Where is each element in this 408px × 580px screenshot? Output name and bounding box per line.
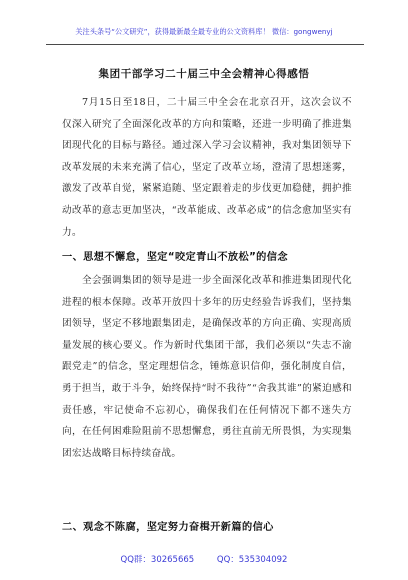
intro-paragraph: 7月15日至18日，二十届三中全会在北京召开，这次会议不仅深入研究了全面深化改革的方向和策略，还进一步明确了推进集团现代化的目标与路径。通过深入学习会议精神，我对集团领导下改革发展的未来充满了信心，坚定了改革立场，澄清了思想迷雾，激发了改革自觉，紧紧追随、坚定跟着走的步伐更加稳健，拥护推动改革的意志更加坚决，“改革能成、改革必成”的信念愈加坚实有力。 [62, 97, 352, 238]
document-title: 集团干部学习二十届三中全会精神心得感悟 [98, 68, 310, 80]
footer-contact [0, 553, 408, 565]
header-divider [46, 44, 364, 45]
header-promo-note: 关注头条号“公文研究”，获得最新最全最专业的公文资料库！ 微信：gongwenyj [75, 27, 333, 36]
footer-qq-group: QQ群：30265665 [120, 555, 195, 565]
section-1-body: 全会强调集团的领导是进一步全面深化改革和推进集团现代化进程的根本保障。改革开放四十多年的历史经验告诉我们，坚持集团领导，坚定不移地跟集团走，是确保改革的方向正确、实现高质量发展的核心要义。作为新时代集团干部，我们必须以“失志不渝跟党走”的信念，坚定理想信念，锤炼意识信仰，强化制度自信，勇于担当，敢于斗争，始终保持“时不我待”“舍我其谁”的紧迫感和责任感，牢记使命不忘初心，确保我们在任何情况下都不迷失方向，在任何困难险阻前不思想懈怠，勇往直前无所畏惧，为实现集团宏达战略目标持续奋战。 [62, 275, 352, 459]
footer-qq: QQ：535304092 [216, 555, 288, 565]
section-1-heading: 一、思想不懈怠，坚定“咬定青山不放松”的信念 [62, 252, 288, 263]
section-2-heading: 二、观念不陈腐，坚定努力奋楫开新篇的信心 [62, 522, 274, 533]
